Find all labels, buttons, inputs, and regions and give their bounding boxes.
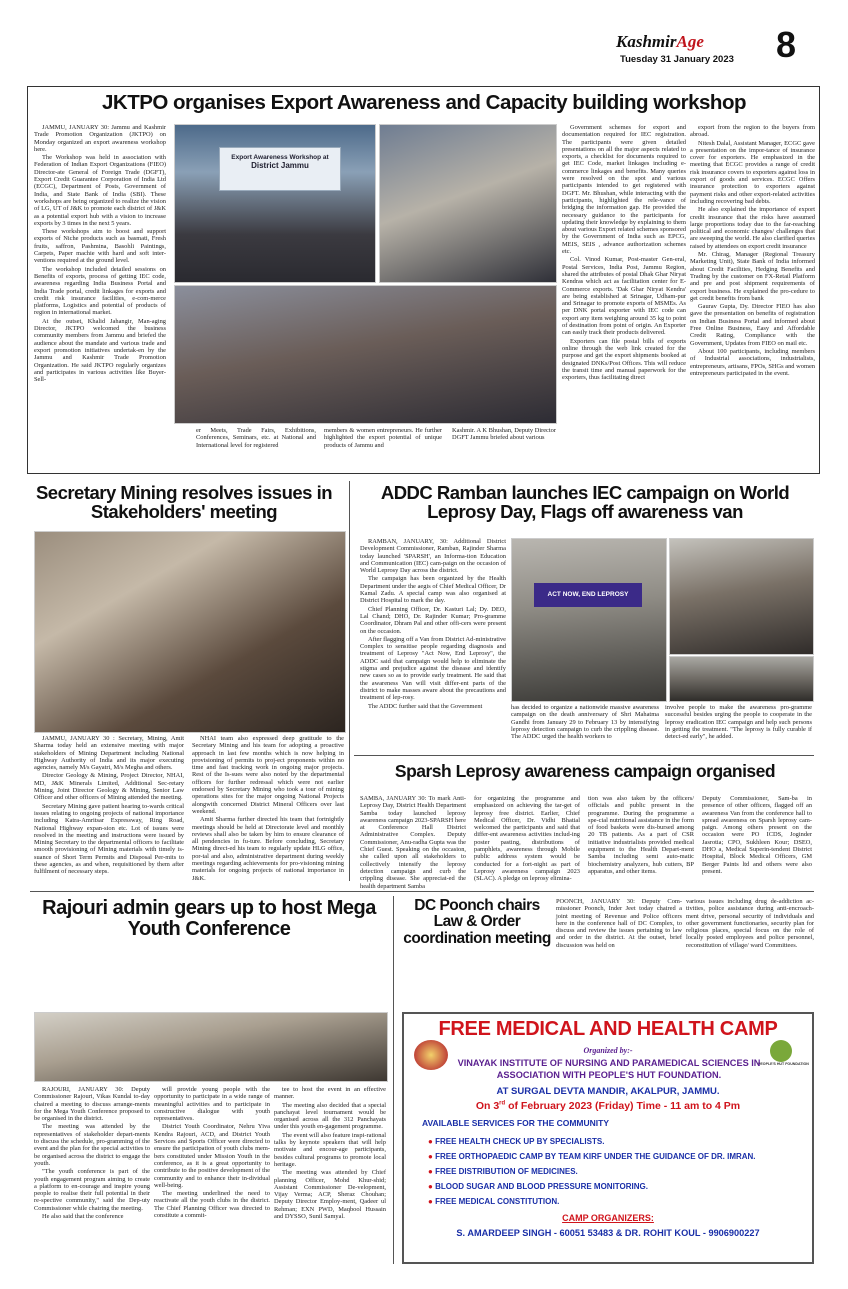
story3-photo-van — [669, 656, 814, 702]
ad-service-item — [428, 1179, 808, 1194]
story1-headline: JKTPO organises Export Awareness and Capacity building workshop — [101, 91, 747, 114]
paragraph: Col. Vinod Kumar, Post-master Gen-eral, Postal Services, India Post, Jammu Region, shared the attributes of postal Dhak Ghar Niryat Kendras which act as facilitation center for E-Commerce exports. 'Dak Ghar Niryat Kendra' are being established at Srinagar, Udham-pur and Srinagar to promote exports of MSMEs. As per DNK portal exporter with IEC code can export any item weighing around 35 kg to point of destination from point of origin. An Exporter can easily track their products delivered. — [562, 256, 686, 337]
story1-column-1 — [34, 124, 166, 469]
paragraph: Nitesh Dalal, Assistant Manager, ECGC gave a presentation on the impor-tance of insurance cover for exporters. He emphasized in the meeting that ECGC provides a range of credit risk insurance covers to exporters against loss in export of goods and services. ECGC Offers insurance protection to exporters against payment risks and other export-related activities including recovering bad debts. — [690, 139, 815, 205]
paragraph: The meeting underlined the need to reactivate all the youth clubs in the district. The Chief Planning Officer was directed to constitute a commit- — [154, 1190, 270, 1220]
story3-headline: ADDC Ramban launches IEC campaign on World Leprosy Day, Flags off awareness van — [380, 482, 790, 523]
story4-headline: Sparsh Leprosy awareness campaign organised — [394, 761, 776, 781]
bullet-icon: ● — [428, 1137, 433, 1146]
paragraph: NHAI team also expressed deep gratitude to the Secretary Mining and his team for adopting a proactive approach in last few months which is now helping in provisioning of permits to proj-ect proponents within no time and fast tracking work in ongoing major projects. Rest of the Is-sues were also noted by the departmental officers for further redressal which were not earlier endorsed by Secretary Mining who took a tour of mining operations sites for the major ongoing National Projects alongwith concerned District Mineral Officers over last weekend. — [192, 735, 344, 815]
ad-organized-by: Organized by:- — [583, 1046, 633, 1055]
paragraph: The Workshop was held in association with Federation of Indian Export Organizations (FIEO) Director-ate General of Foreign Trade (DGFT), Export Credit Guarantee Corporation of India Ltd (ECGC), Department of Posts, Government of India, and State Bank of India (SBI). These workshops are being organized to realize the vision of LG, UT of J&K to promote each district of J&K as a potential export hub with a vision to increase exports by 3 times in the next 5 years. — [34, 154, 166, 227]
paragraph: "The youth conference is part of the youth engagement program aiming to create a platform to en-courage and inspire young people to realise their full potential in their re-spective community," said the Dep-uty Commissioner while chairing the meeting. — [34, 1168, 150, 1212]
story5-column-1 — [34, 1086, 150, 1262]
ad-service-item — [428, 1134, 808, 1149]
paragraph: He also said that the conference — [42, 1213, 124, 1221]
paragraph: These workshops aim to boost and support exports of Niche products such as basmati, Fresh fruits, saffron, Pashmina, Basohli Paintings, Carpets, Paper machie with hard and soft inter-ventions required at the ground level. — [34, 228, 166, 265]
story1-column-4: Kashmir. A K Bhushan, Deputy Director DGFT Jammu briefed about various — [452, 427, 556, 442]
story1-column-2: er Meets, Trade Fairs, Exhibitions, Conferences, Seminars, etc. at National and International level for registered — [196, 427, 316, 449]
paragraph: JAMMU, JANUARY 30 : Secretary, Mining, Amit Sharma today held an extensive meeting with major stakeholders of Mining Department including National Highway Authority of India and its major executing agencies, namely M/s Gayatri, M/s Megha and others. — [34, 735, 184, 772]
paper-name — [616, 32, 704, 52]
ad-date-suffix: rd — [499, 1100, 506, 1107]
paragraph: RAMBAN, JANUARY, 30: Additional District Development Commissioner, Ramban, Rajinder Sharma today launched 'SPARSH', an Informa-tion Education and Communication (IEC) cam-paign on the occasion of World Leprosy Day across the district. — [360, 538, 506, 575]
paragraph: will provide young people with the opportunity to participate in a wide range of meaningful activities and to participate in constructive dialogue with youth representatives. — [154, 1086, 270, 1123]
story1-photo-speaker — [379, 124, 557, 283]
story3-column-1 — [360, 538, 506, 750]
story6-column-2: various issues including drug de-addiction ac-tivities, police assistance during anti-encroach-ment drive, personal security of individuals and other government functionaries, security plan for religious places, special focus on the role of locally posted employees and police personnel, reconstitution of village/ ward Committees. — [686, 898, 814, 949]
ad-service-text: FREE MEDICAL CONSTITUTION. — [435, 1197, 560, 1206]
workshop-banner — [219, 147, 341, 191]
story2-headline: Secretary Mining resolves issues in Stakeholders' meeting — [35, 482, 333, 523]
paragraph: RAJOURI, JANUARY 30: Deputy Commissioner Rajouri, Vikas Kundal to-day chaired a meeting to discuss arrange-ments for the Mega Youth Conference proposed to be organised in the district. — [34, 1086, 150, 1123]
ad-service-text: BLOOD SUGAR AND BLOOD PRESSURE MONITORING. — [435, 1182, 648, 1191]
ad-service-text: FREE ORTHOPAEDIC CAMP BY TEAM KIRF UNDER THE GUIDANCE OF DR. IMRAN. — [435, 1152, 756, 1161]
paragraph: The workshop included detailed sessions on Benefits of exports, process of getting IEC code, awareness regarding India Business Portal and India Trade portal, credit linkages for exports and credit risk insurance facilities, e-com-merce platforms, Logistics and potential of products of region in international market. — [34, 265, 166, 317]
story4-column-2: for organizing the programme and emphasized on achieving the tar-get of leprosy free district. Earlier, Chief Medical Officer, Dr. Vidhi Bhatial welcomed the participants and said that differ-ent awareness activities includ-ing poster pasting, distributions of pamphlets, awareness through Mobile public address system would be conducted for a fort-night as part of Leprosy awareness campaign 2023 (SLAC). A pledge on leprosy elimina- — [474, 795, 580, 883]
paragraph: Director Geology & Mining, Project Director, NHAI, MD, J&K Minerals Limited, Additional Sec-retary Mining, Joint Director Geology & Mining, Senior Law Officer and other officers of Mining attended the meeting. — [34, 772, 184, 802]
paragraph: Gaurav Gupta, Dy. Director FIEO has also gave the presentation on benefits of registration on Indian Business Portal and informed about Free Online Business, Easy and Affordable Credit Rating, Compliance with the Government, Updates from FIEO on mail etc. — [690, 303, 815, 347]
story1-column-3: members & women entrepreneurs. He further highlighted the export potential of unique products of Jammu and — [324, 427, 442, 449]
banner-title: Export Awareness Workshop at — [231, 154, 329, 161]
masthead — [600, 24, 840, 78]
page-number: 8 — [776, 24, 797, 65]
paragraph: tee to host the event in an effective manner. — [274, 1086, 386, 1101]
ad-free-medical-camp — [402, 1012, 814, 1264]
ad-service-text: FREE HEALTH CHECK UP BY SPECIALISTS. — [435, 1137, 605, 1146]
story1-column-6 — [690, 124, 815, 469]
paragraph: Mr. Chirag, Manager (Regional Treasury Marketing Unit), State Bank of India informed about Credit Facilities, Hedging Benefits and Trading by the customer on FX-Retail Platform and pre and post shipment requirements of export business. He explained the pro-cedure to get credit benefits from bank — [690, 251, 815, 302]
paragraph: Government schemes for export and documentation required for IEC registration. The participants were given detailed presentations on all the major aspects related to exports, a checklist for documents required to get IEC Code, market linkages including e-commerce linkages and benefits. Many queries were resolved on the spot and various participants intended to get registered with DGFT. Mr. Bhushan, while interacting with the participants, highlighted the rele-vance of bridging the information gap. He provided the necessary guidance to the participants for updating their knowledge by explaining to them about various Export related schemes sponsored by the Government of India such as EPCG, MEIS, SEIS , advance authorization schemes etc. — [562, 124, 686, 256]
column-divider — [349, 481, 350, 881]
paragraph: After flagging off a Van from District Ad-ministrative Complex to sensitise people regarding diagnosis and treatment of Leprosy "Act Now, End Leprosy", the ADDC said that campaign would help to eliminate the stigma and prejudice against the disease and identify new cases so as to provide early treatment. He said that the awareness Van will visit differ-ent parts of the district to make masses aware about the precautions and treatment of lep-rosy. — [360, 635, 506, 702]
paragraph: export from the region to the buyers from abroad. — [690, 124, 815, 139]
story5-headline: Rajouri admin gears up to host Mega Youth Conference — [42, 897, 376, 940]
ad-date-prefix: On 3 — [475, 1100, 500, 1112]
paragraph: The meeting was attended by the representatives of stakeholder depart-ments to discuss the schedule, pro-gramming of the event and the plan for the special activities to be organised across the district to engage the youth. — [34, 1123, 150, 1167]
ad-datetime — [404, 1100, 812, 1112]
story4-column-4: Deputy Commissioner, Sam-ba in presence of other officers, flagged off an awareness Van from the conference hall to spread awareness on Sparsh leprosy cam-paign. Among others present on the occasion were PO ICDS, Joginder Jasrotia; CPO, Sukhleen Kour; DSEO, DHO a, Medical Superin-tendent District Hospital, Block Medical Officers, GM Berger Paints ltd and others were also present. — [702, 795, 812, 875]
story5-photo-meeting — [34, 1012, 388, 1082]
paragraph: Chief Planning Officer, Dr. Kasturi Lal; Dy. DEO, Lal Chand; DHO, Dr. Rajinder Kumar; Pro-gramme Coordinator, Dhram Pal and other offi-cers were present on the occasion. — [360, 605, 506, 635]
story6-headline: DC Poonch chairs Law & Order coordination meeting — [403, 897, 551, 947]
paragraph: The meeting also decided that a special panchayat level tournament would be organised across all the 312 Panchayats under this youth en-gagement programme. — [274, 1101, 386, 1131]
paragraph: Secretary Mining gave patient hearing to-wards critical issues relating to ongoing projects of national importance including Katra-Amritsar Expressway, Ring Road, National Highway expan-sion etc. Lot of issues were resolved in the meeting and instructions were issued by Mining Secretary to the departmental officers to facilitate smooth provisioning of Mining materials with timely is-suance of Short Term Permits and Disposal Per-mits to these agencies, as and when, requisitioned by them after fulfilment of necessary steps. — [34, 802, 184, 876]
story4-column-3: tion was also taken by the officers/ officials and public present in the programme. During the programme a spe-cial nutritional assistance in the form of food baskets were dis-bursed among 20 TB patients. As a part of CSR initiative industrialists provided medical equipment to the Health Depart-ment Samba including semi auto-matic biochemistry analyzers, hub cutters, BP apparatus, and other items. — [588, 795, 694, 875]
section-divider — [30, 891, 814, 892]
story1-column-5 — [562, 124, 686, 469]
ad-service-text: FREE DISTRIBUTION OF MEDICINES. — [435, 1167, 578, 1176]
ad-organizer: VINAYAK INSTITUTE OF NURSING AND PARAMEDICAL SCIENCES IN ASSOCIATION WITH PEOPLE'S HUT FOUNDATION. — [457, 1058, 761, 1080]
paper-name-part2: Age — [676, 32, 704, 51]
paragraph: The ADDC further said that the Government — [368, 702, 483, 710]
story2-photo-meeting — [34, 531, 346, 733]
banner-place: District Jammu — [251, 161, 309, 170]
paragraph: At the outset, Khalid Jahangir, Man-aging Director, JKTPO welcomed the business community members from Jammu and briefed the audience about the mandate and various trade and export promotion initiatives undertak-en by the Jammu and Kashmir Trade Promotion Organization. He said JKTPO regularly organizes and participates in various activities like Buyer-Sell- — [34, 317, 166, 384]
column-divider — [393, 896, 394, 1264]
ad-services-list — [428, 1134, 808, 1209]
ad-camp-organizers-heading: CAMP ORGANIZERS: — [562, 1213, 654, 1223]
story3-photo-banner-group — [511, 538, 667, 702]
bullet-icon: ● — [428, 1152, 433, 1161]
story2-column-1 — [34, 735, 184, 885]
ad-service-item — [428, 1194, 808, 1209]
ad-venue: AT SURGAL DEVTA MANDIR, AKALPUR, JAMMU. — [496, 1086, 720, 1097]
section-divider — [354, 755, 814, 756]
bullet-icon: ● — [428, 1182, 433, 1191]
ad-title: FREE MEDICAL AND HEALTH CAMP — [438, 1018, 778, 1040]
story2-column-2 — [192, 735, 344, 885]
story6-column-1: POONCH, JANUARY 30: Deputy Com-missioner Poonch, Inder Jeet today chaired a joint meeting of Revenue and Police officers here in the conference hall of DC Complex, to discuss and review the issues pertaining to law and order in the district. At the outset, brief discussion was held on — [556, 898, 682, 949]
paragraph: JAMMU, JANUARY 30: Jammu and Kashmir Trade Promotion Organization (JKTPO) on Monday organized an export awareness workshop here. — [34, 124, 166, 153]
paragraph: Amit Sharma further directed his team that fortnightly meetings should be held at Directorate level and monthly reviews shall also be taken by him to ensure clearance of all pendencies in fu-ture. Before concluding, Secretary Mining direct-ed his team to regularly update HLG office, por-tal and also, administrative department during weekly meetings regarding achievements for pro-visioning mining materials for ongoing projects of national importance in J&K. — [192, 816, 344, 882]
issue-date: Tuesday 31 January 2023 — [620, 54, 734, 65]
story5-column-2 — [154, 1086, 270, 1262]
ad-date-rest: of February 2023 (Friday) Time - 11 am to 4 Pm — [505, 1100, 741, 1112]
story1-photo-workshop-banner — [174, 124, 376, 283]
ad-service-item — [428, 1149, 808, 1164]
paragraph: About 100 participants, including members of Industrial associations, industrialists, entrepreneurs, artisans, FPOs, SHGs and women entrepreneurs participated in the event. — [690, 347, 815, 377]
campaign-banner: ACT NOW, END LEPROSY — [534, 583, 642, 607]
ad-service-item — [428, 1164, 808, 1179]
paragraph: The event will also feature inspi-rational talks by keynote speakers that will help motivate and encour-age participants, besides cultural programs to promote local heritage. — [274, 1131, 386, 1168]
story4-column-1: SAMBA, JANUARY 30: To mark Anti-Leprosy Day, District Health Department Samba today launched leprosy awareness campaign 2023-SPARSH here at Conference Hall District Administrative Complex. Deputy Commissioner, Anu-radha Gupta was the Chief Guest. Speaking on the occasion, she called upon all stakeholders to collectively intensify the leprosy detection campaign and curb the crippling disease. She appreciat-ed the health department Samba — [360, 795, 466, 890]
bullet-icon: ● — [428, 1197, 433, 1206]
paragraph: He also explained the importance of export credit insurance that the risks have assumed large proportions today due to the far-reaching political and economic changes/ challenges that are sweeping the world. He also clarified queries raised by attendees on export credit insurance — [690, 206, 815, 250]
ad-services-heading: AVAILABLE SERVICES FOR THE COMMUNITY — [422, 1118, 610, 1128]
ad-camp-organizers: S. AMARDEEP SINGH - 60051 53483 & DR. ROHIT KOUL - 9906900227 — [456, 1228, 760, 1238]
paragraph: District Youth Coordinator, Nehru Yiva Kendra Rajouri, ACD, and District Youth Services and Sports Officer were directed to ensure the participation of youth clubs mem-bers constituted under Mission Youth in the conference, as it is a great opportunity to contribute to the positive development of the community and to enhance their in-dividual well-being. — [154, 1123, 270, 1189]
bullet-icon: ● — [428, 1167, 433, 1176]
paragraph: The meeting was attended by Chief planning Officer, Mohd Khur-shid; Assistant Commissioner De-velopment, Vijay Verma; ACP, Sheraz Chouhan; Deputy Director Employ-ment, Qadeer ul Rehman; EXN PWD, Maqbool Hussain and DYSSO, Sunil Samyal. — [274, 1169, 386, 1221]
story3-photo-crowd — [669, 538, 814, 655]
foundation-logo-text: PEOPLE'S HUT FOUNDATION — [758, 1062, 809, 1066]
paragraph: Exporters can file postal bills of exports online through the web link created for the purpose and get the export shipments booked at designated DNKs/Post Offices. This will reduce the transit time and manual paperwork for the exporters, thus facilitating direct — [562, 337, 686, 382]
story3-column-3: involve people to make the awareness pro-gramme successful besides urging the people to cooperate in the leprosy eradication IEC campaign and help such persons in getting the treatment. "The leprosy is fully curable if detect-ed early", he added. — [665, 704, 812, 741]
paragraph: The campaign has been organized by the Health Department under the aegis of Chief Medical Officer, Dr Kamal Zadu. A special camp was also organised at District Hospital to mark the day. — [360, 575, 506, 605]
paper-name-part1: Kashmir — [616, 32, 677, 51]
story1-photo-audience — [174, 285, 557, 424]
story3-column-2: has decided to organize a nationwide massive awareness campaign on the death anniversary of Shri Mahatma Gandhi from January 29 to February 13 by intensifying leprosy detection campaign to curb the crippling disease. The ADDC urged the health workers to — [511, 704, 659, 741]
story5-column-3 — [274, 1086, 386, 1262]
